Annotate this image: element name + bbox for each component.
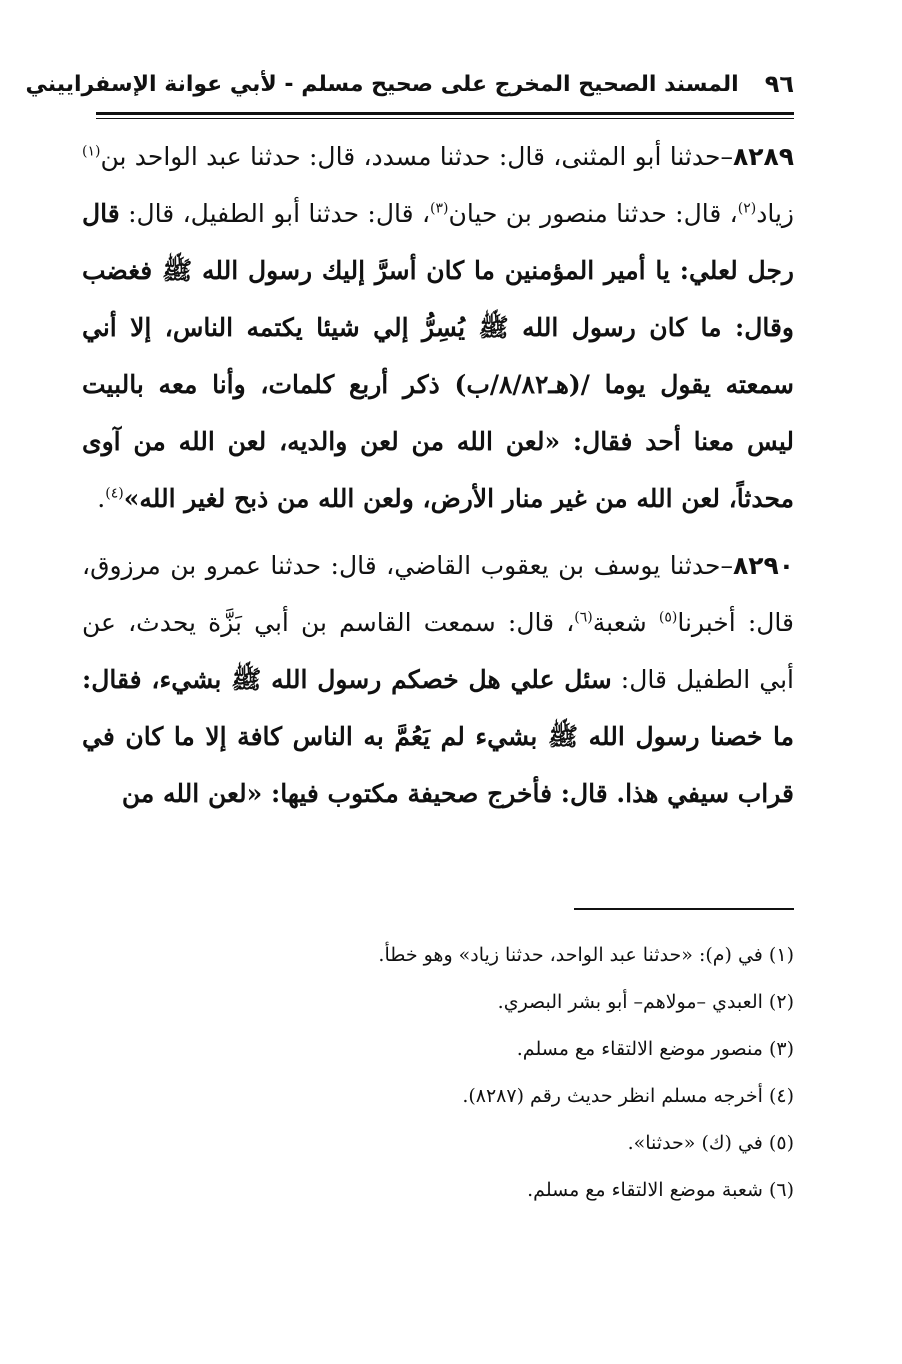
running-title: المسند الصحيح المخرج على صحيح مسلم - لأبي عوانة الإسفراييني: [25, 71, 739, 97]
footnote-item: (٦) شعبة موضع الالتقاء مع مسلم.: [527, 1179, 794, 1201]
isnad-text: ، قال: حدثنا أبو الطفيل، قال:: [119, 199, 431, 228]
footnote-item: (٤) أخرجه مسلم انظر حديث رقم (٨٢٨٧).: [462, 1085, 794, 1107]
page-header: [25, 64, 794, 104]
isnad-text: شعبة: [592, 608, 659, 637]
page-number: ٩٦: [764, 70, 794, 98]
isnad-text: زياد: [756, 199, 794, 228]
footnote-marker: (١): [82, 143, 101, 160]
footnote-marker: (٢): [737, 200, 757, 217]
matn-text: قال رجل لعلي: يا أمير المؤمنين ما كان أسرَّ إليك رسول الله ﷺ فغضب وقال: ما كان رسول الله ﷺ يُسِرُّ إلي شيئا يكتمه الناس، إلا أني سمعته يقول يوما /(هـ٨/٨٢/ب) ذكر أربع كلمات، وأنا معه بالبيت ليس معنا أحد فقال: «لعن الله من لعن والديه، لعن الله من آوى محدثاً، لعن الله من غير منار الأرض، ولعن الله من ذبح لغير الله»: [82, 199, 794, 513]
hadith-8289: [82, 128, 794, 527]
hadith-number: ٨٢٨٩: [732, 142, 794, 171]
isnad-text: ، قال: حدثنا منصور بن حيان: [448, 199, 738, 228]
footnote-item: (٣) منصور موضع الالتقاء مع مسلم.: [516, 1038, 794, 1060]
footnotes-list: [110, 932, 794, 1214]
footnote-item: (٢) العبدي –مولاهم– أبو بشر البصري.: [497, 991, 794, 1013]
footnote-item: (١) في (م): «حدثنا عبد الواحد، حدثنا زياد» وهو خطأ.: [378, 944, 794, 966]
matn-text: سئل علي هل خصكم رسول الله ﷺ بشيء، فقال: ما خصنا رسول الله ﷺ بشيء لم يَعُمَّ به الناس كافة إلا ما كان في قراب سيفي هذا. قال: فأخرج صحيفة مكتوب فيها: «لعن الله من: [82, 665, 794, 808]
footnote-separator: [574, 908, 794, 910]
end-period: .: [97, 484, 106, 513]
footnote-item: (٥) في (ك) «حدثنا».: [627, 1132, 794, 1154]
footnote-marker: (٤): [105, 485, 124, 502]
footnote-marker: (٦): [574, 609, 593, 626]
footnote-marker: (٣): [430, 200, 449, 217]
hadith-8290: [82, 537, 794, 822]
isnad-text: ، قال: سمعت القاسم بن أبي بَزَّة يحدث، عن أبي الطفيل قال:: [82, 608, 794, 694]
isnad-text: –حدثنا يوسف بن يعقوب القاضي، قال: حدثنا عمرو بن مرزوق، قال: أخبرنا: [82, 551, 794, 637]
hadith-number: ٨٢٩٠: [732, 551, 794, 580]
main-text: [82, 128, 794, 822]
header-rule-thin: [96, 118, 794, 119]
footnote-marker: (٥): [658, 609, 678, 626]
header-rule-thick: [96, 112, 794, 115]
isnad-text: –حدثنا أبو المثنى، قال: حدثنا مسدد، قال: حدثنا عبد الواحد بن: [100, 142, 733, 171]
